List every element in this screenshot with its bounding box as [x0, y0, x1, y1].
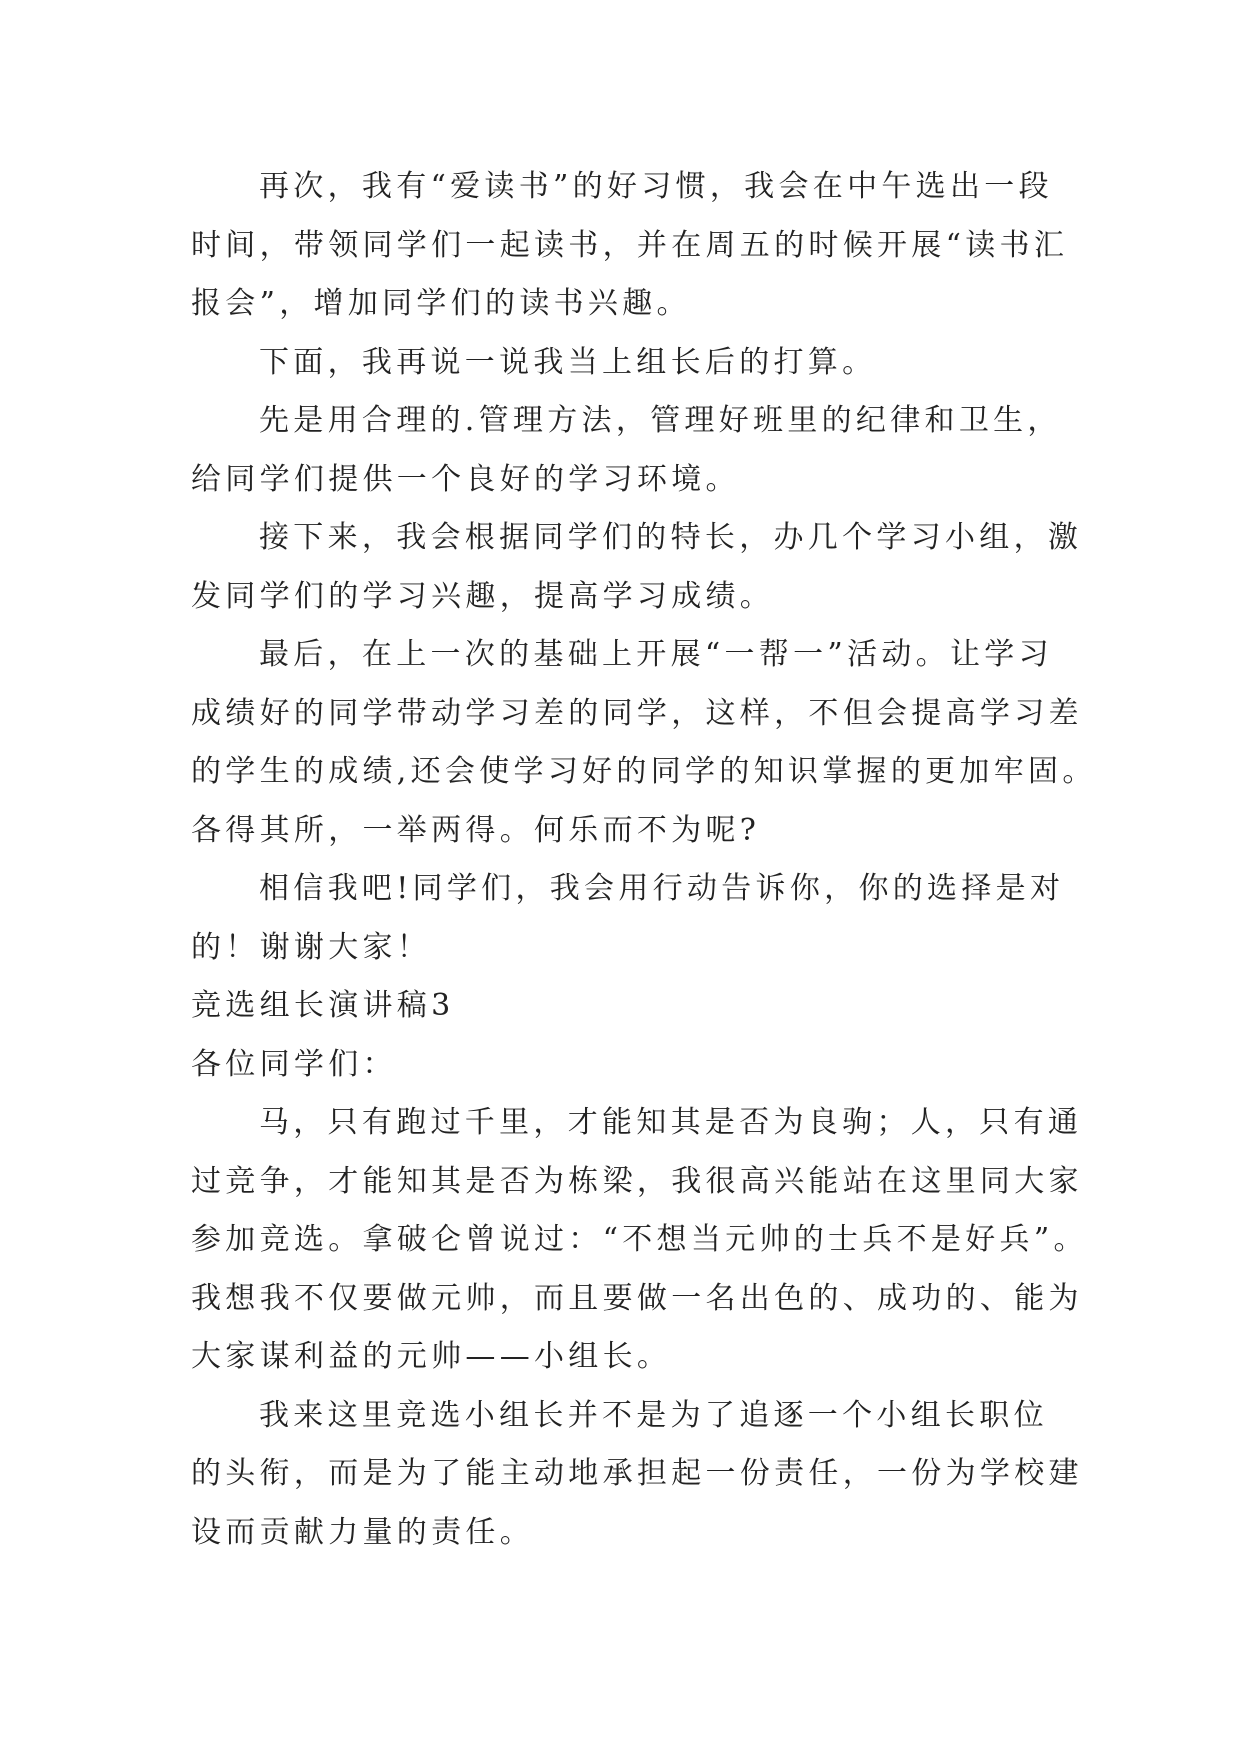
text-line: 接下来，我会根据同学们的特长，办几个学习小组，激: [259, 520, 1083, 555]
paragraph-competition: [191, 1094, 1088, 1387]
text-line: 设而贡献力量的责任。: [191, 1514, 534, 1550]
text-line: 报会”，增加同学们的读书兴趣。: [191, 286, 691, 321]
paragraph-plan-intro: [191, 334, 1061, 393]
text-line: 马，只有跑过千里，才能知其是否为良驹；人，只有通: [259, 1105, 1083, 1140]
text-line: 给同学们提供一个良好的学习环境。: [191, 461, 740, 497]
section-title: [191, 977, 1061, 1036]
text-line: 我来这里竞选小组长并不是为了追逐一个小组长职位: [259, 1397, 1048, 1433]
text-line: 过竞争，才能知其是否为栋梁，我很高兴能站在这里同大家: [191, 1163, 1083, 1199]
paragraph-reading-habit: [191, 158, 1069, 334]
paragraph-closing: [191, 860, 1065, 977]
paragraph-mentoring: [191, 626, 1097, 860]
salutation-text: 各位同学们：: [191, 1046, 397, 1082]
text-line: 先是用合理的.管理方法，管理好班里的纪律和卫生，: [259, 403, 1062, 438]
text-line: 大家谋利益的元帅——小组长。: [191, 1339, 672, 1374]
text-line: 发同学们的学习兴趣，提高学习成绩。: [191, 578, 775, 614]
text-line: 最后，在上一次的基础上开展“一帮一”活动。让学习: [259, 637, 1053, 672]
text-line: 参加竞选。拿破仑曾说过：“不想当元帅的士兵不是好兵”。: [191, 1222, 1088, 1257]
text-line: 成绩好的同学带动学习差的同学，这样，不但会提高学习差: [191, 695, 1083, 731]
paragraph-study-groups: [191, 509, 1083, 626]
text-line: 时间，带领同学们一起读书，并在周五的时候开展“读书汇: [191, 227, 1069, 263]
text-line: 相信我吧!同学们，我会用行动告诉你，你的选择是对: [259, 871, 1065, 906]
text-line: 的学生的成绩,还会使学习好的同学的知识掌握的更加牢固。: [191, 754, 1097, 789]
text-line: 我想我不仅要做元帅，而且要做一名出色的、成功的、能为: [191, 1280, 1083, 1316]
text-line: 再次，我有“爱读书”的好习惯，我会在中午选出一段: [259, 169, 1053, 204]
text-line: 下面，我再说一说我当上组长后的打算。: [259, 344, 877, 380]
paragraph-responsibility: [191, 1387, 1083, 1563]
paragraph-management: [191, 392, 1061, 509]
text-line: 各得其所，一举两得。何乐而不为呢?: [191, 812, 761, 848]
text-line: 的！谢谢大家！: [191, 929, 432, 965]
salutation: [191, 1036, 1061, 1095]
document-body: [191, 158, 1097, 1562]
section-title-text: 竞选组长演讲稿3: [191, 988, 455, 1023]
text-line: 的头衔，而是为了能主动地承担起一份责任，一份为学校建: [191, 1456, 1083, 1491]
